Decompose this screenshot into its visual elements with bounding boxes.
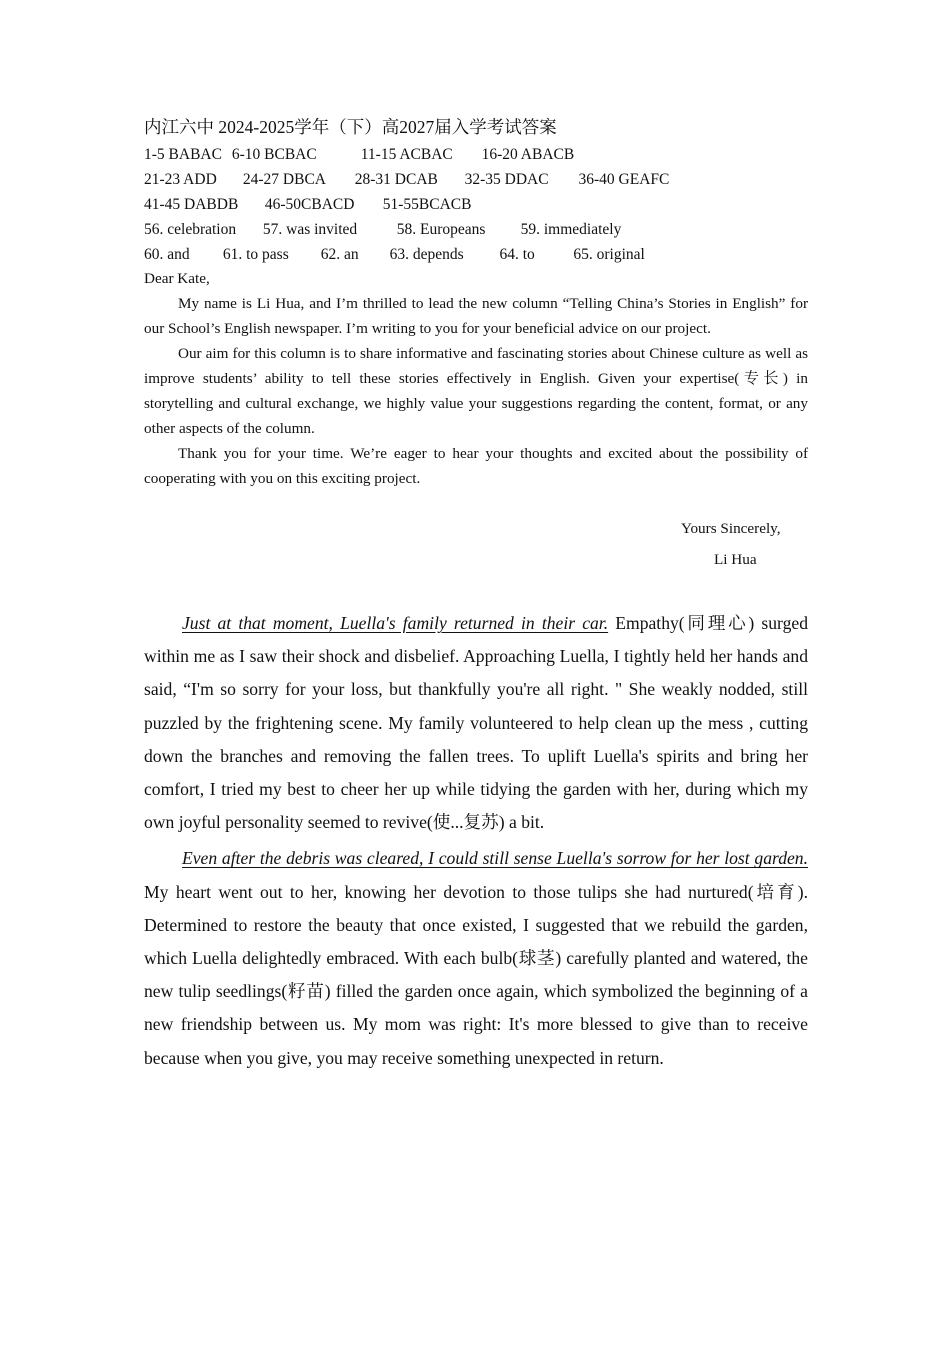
essay-text: My heart went out to her, knowing her devotion to those tulips she had nurtured(培育). Determined to restore the beauty that once existed, I suggested that we rebuild the garden, which Luella delightedly embraced. With each bulb(球茎) carefully planted and watered, the new tulip seedlings(籽苗) filled the garden once again, which symbolized the beginning of a new friendship between us. My mom was right: It's more blessed to give than to receive because when you give, you may receive something unexpected in return. [144, 881, 808, 1068]
answer-item: 1-5 BABAC [144, 146, 222, 163]
answer-item: 64. to [499, 246, 535, 263]
answer-item: 56. celebration [144, 221, 237, 238]
essay-body [144, 607, 808, 1075]
letter-closing: Yours Sincerely, [681, 520, 781, 537]
answer-item: 6-10 BCBAC [231, 146, 317, 163]
answer-item: 24-27 DBCA [242, 171, 326, 188]
answer-item: 62. an [320, 246, 359, 263]
answer-item: 60. and [144, 246, 190, 263]
essay-text: Empathy(同理心) surged within me as I saw their shock and disbelief. Approaching Luella, I tightly held her hands and said, “I'm so sorry for your loss, but thankfully you're all right. " She weakly nodded, still puzzled by the frightening scene. My family volunteered to help clean up the mess , cutting down the branches and removing the fallen trees. To uplift Luella's spirits and bring her comfort, I tried my best to cheer her up while tidying the garden with her, during which my own joyful personality seemed to revive(使...复苏) a bit. [144, 613, 808, 833]
answer-item: 11-15 ACBAC [360, 146, 453, 163]
answer-item: 28-31 DCAB [354, 171, 438, 188]
letter-paragraph: Thank you for your time. We’re eager to hear your thoughts and excited about the possibility of cooperating with you on this exciting project. [144, 445, 808, 487]
answer-item: 61. to pass [222, 246, 289, 263]
answer-item: 65. original [573, 246, 645, 263]
page-title: 内江六中 2024-2025学年（下）高2027届入学考试答案 [144, 117, 557, 137]
answer-line-5 [144, 245, 645, 265]
answer-item: 58. Europeans [396, 221, 486, 238]
letter-body [144, 266, 808, 491]
answer-item: 16-20 ABACB [481, 146, 575, 163]
essay-paragraph-1 [144, 607, 808, 839]
answer-line-4 [144, 220, 621, 240]
essay-lead-sentence: Even after the debris was cleared, I could still sense Luella's sorrow for her lost garden. [182, 848, 808, 869]
answer-item: 59. immediately [520, 221, 622, 238]
answer-item: 51-55BCACB [382, 196, 472, 213]
essay-paragraph-2 [144, 842, 808, 1074]
letter-paragraph: Our aim for this column is to share informative and fascinating stories about Chinese culture as well as improve students’ ability to tell these stories effectively in English. Given your expertise(专长) in storytelling and cultural exchange, we highly value your suggestions regarding the content, format, or any other aspects of the column. [144, 345, 808, 437]
answer-item: 41-45 DABDB [144, 196, 239, 213]
letter-paragraph: My name is Li Hua, and I’m thrilled to lead the new column “Telling China’s Stories in English” for our School’s English newspaper. I’m writing to you for your beneficial advice on our project. [144, 295, 808, 337]
answer-item: 63. depends [389, 246, 464, 263]
answer-item: 32-35 DDAC [464, 171, 549, 188]
answer-item: 46-50CBACD [264, 196, 355, 213]
answer-item: 57. was invited [262, 221, 358, 238]
essay-lead-sentence: Just at that moment, Luella's family returned in their car. [182, 613, 609, 633]
answer-line-1 [144, 145, 574, 165]
letter-signature: Li Hua [714, 551, 757, 568]
answer-item: 21-23 ADD [144, 171, 217, 188]
answer-line-2 [144, 170, 669, 190]
letter-greeting: Dear Kate, [144, 270, 210, 287]
answer-item: 36-40 GEAFC [578, 171, 670, 188]
answer-line-3 [144, 195, 471, 215]
